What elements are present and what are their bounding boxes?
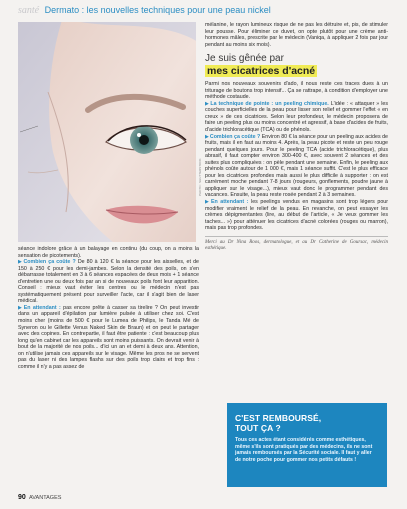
header-title: Dermato : les nouvelles techniques pour une peau nickel [44, 5, 271, 15]
reimbursement-box [227, 403, 387, 487]
left-meanwhile-text: pas encore prête à casser sa tirelire ? On peut investir dans un appareil d'épilation par lumière pulsée à utiliser chez soi. C'est moins cher (moins de 500 € pour le Lumea de Philips, le Tanda Mé de Syneron ou le Gillette Venus Naked Skin de Braun) et on peut le partager avec des copines. En contrepartie, il faut être patiente : c'est beaucoup plus long qu'en cabinet car les appareils sont moins puissants. On devrait venir à bout de la majorité de nos poils... d'ici un an et demi à deux ans. Attention, on n'utilise jamais ces appareils sur le visage. Même les pros ne se servent pas du laser ni des lampes flashs sur des poils trop clairs et trop fins : comme il n'y a pas assez de [18, 304, 199, 370]
right-meanwhile-lead: En attendant : [210, 199, 249, 206]
left-paragraph-cost [18, 259, 199, 305]
right-intro: mélanine, le rayon lumineux risque de ne pas les détruire et, pis, de stimuler leur pousse. Pour éliminer ce duvet, on opte plutôt pour une crème anti-hormones mâles, prescrite par le médecin (Vaniqa, à appliquer 2 fois par jour pendant au moins six mois). [205, 22, 388, 48]
bullet-arrow-icon: ▶ [205, 133, 209, 140]
left-meanwhile-lead: En attendant : [23, 304, 61, 311]
left-paragraph-meanwhile [18, 305, 199, 370]
right-cost-lead: Combien ça coûte ? [209, 133, 261, 140]
right-technique-text: L'idée : « attaquer » les couches superficielles de la peau pour lisser son relief et gommer l'effet « en creux » de ces cicatrices. Selon leur profondeur, le médecin proposera de faire un peeling plus ou moins concentré et agressif, à base d'acides de fruits, d'acide trichloracétique (TCA) ou de phénols. [205, 100, 388, 134]
section-heading-line-2: mes cicatrices d'acné [207, 65, 316, 78]
bullet-arrow-icon: ▶ [18, 259, 23, 266]
left-cost-text: De 80 à 120 € la séance pour les aisselles, et de 150 à 250 € pour les demi-jambes. Selon la densité des poils, on s'en débarrasse totalement en 3 à 6 séances espacées de deux mois + 1 séance d'entretien une ou deux fois par an si de nouveaux poils font leur apparition. Conseil : mieux vaut éviter les centres ou le médecin n'est pas systématiquement présent pour surveiller l'acte, car il s'agit bien de laser médical. [18, 259, 199, 305]
bullet-arrow-icon: ▶ [205, 100, 210, 107]
right-cost-text: Environ 80 € la séance pour un peeling aux acides de fruits, mais il en faut au moins 4. Après, la peau picote et reste un peu rouge pendant quelques jours. Pour le peeling TCA (acide trichloracétique), plus abrasif, il faut compter environ 300-400 €, avec souvent 2 séances et des suites plus compliquées : on pèle pendant une semaine. Enfin, le peeling aux phénols coûte autour de 1 000 €, mais 1 séance suffit. C'est le plus efficace pour les cicatrices profondes mais aussi le plus difficile à supporter : on est carrément moche pendant 7-8 jours (rougeurs, gonflements, poudre jaune à appliquer sur le visage...), mieux vaut donc le programmer pendant des vacances. Ensuite, la peau reste rosée pendant 2 à 3 semaines. [205, 133, 388, 199]
page-footer [18, 494, 61, 501]
left-cost-lead: Combien ça coûte ? [23, 259, 76, 266]
face-photo [18, 22, 196, 242]
reimbursement-title-line-1: C'EST REMBOURSÉ, [235, 413, 322, 423]
right-paragraph-technique [205, 101, 388, 134]
expert-credits: Merci au Dr Nina Roos, dermatologue, et au Dr Catherine de Goursac, médecin esthétique. [205, 239, 388, 251]
divider [205, 236, 388, 237]
bullet-arrow-icon: ▶ [205, 199, 210, 206]
face-illustration [18, 22, 196, 242]
left-column [18, 246, 199, 498]
section-heading-line-1: Je suis gênée par [205, 53, 284, 65]
right-column [205, 22, 388, 252]
reimbursement-text: Tous ces actes étant considérés comme esthétiques, même s'ils sont pratiqués par des médecins, ils ne sont jamais remboursés par la Sécurité sociale. Il faut y aller de notre poche pour gommer nos petits défauts ! [235, 437, 373, 463]
bullet-arrow-icon: ▶ [18, 304, 23, 311]
page-header [18, 5, 398, 19]
photo-credit: PHOTO : SHUTTERSTOCK [198, 158, 202, 196]
right-meanwhile-text: les peelings vendus en magasins sont trop légers pour modifier vraiment le relief de la peau. En revanche, on peut essayer les crèmes dépigmentantes (lire, au début de l'article, « Je veux gommer les taches... ») pour atténuer les cicatrices d'acné colorées (rouges ou marron), mais pas trop profondes. [205, 199, 388, 232]
header-rubric: santé [18, 5, 40, 16]
reimbursement-title-line-2: TOUT ÇA ? [235, 423, 281, 433]
right-paragraph-meanwhile [205, 199, 388, 232]
magazine-name: AVANTAGES [29, 495, 62, 501]
right-paragraph-intro: Parmi nos nouveaux souvenirs d'ado, il nous reste ces traces dues à un triturage de boutons trop intensif... Ça se rattrape, à condition d'employer une méthode costaude. [205, 81, 388, 101]
page-number: 90 [18, 494, 26, 501]
right-paragraph-cost [205, 134, 388, 199]
left-intro: séance indolore grâce à un balayage en continu (du coup, on a moins la sensation de picotements). [18, 246, 199, 259]
right-technique-lead: La technique de pointe : un peeling chimique. [210, 100, 329, 107]
